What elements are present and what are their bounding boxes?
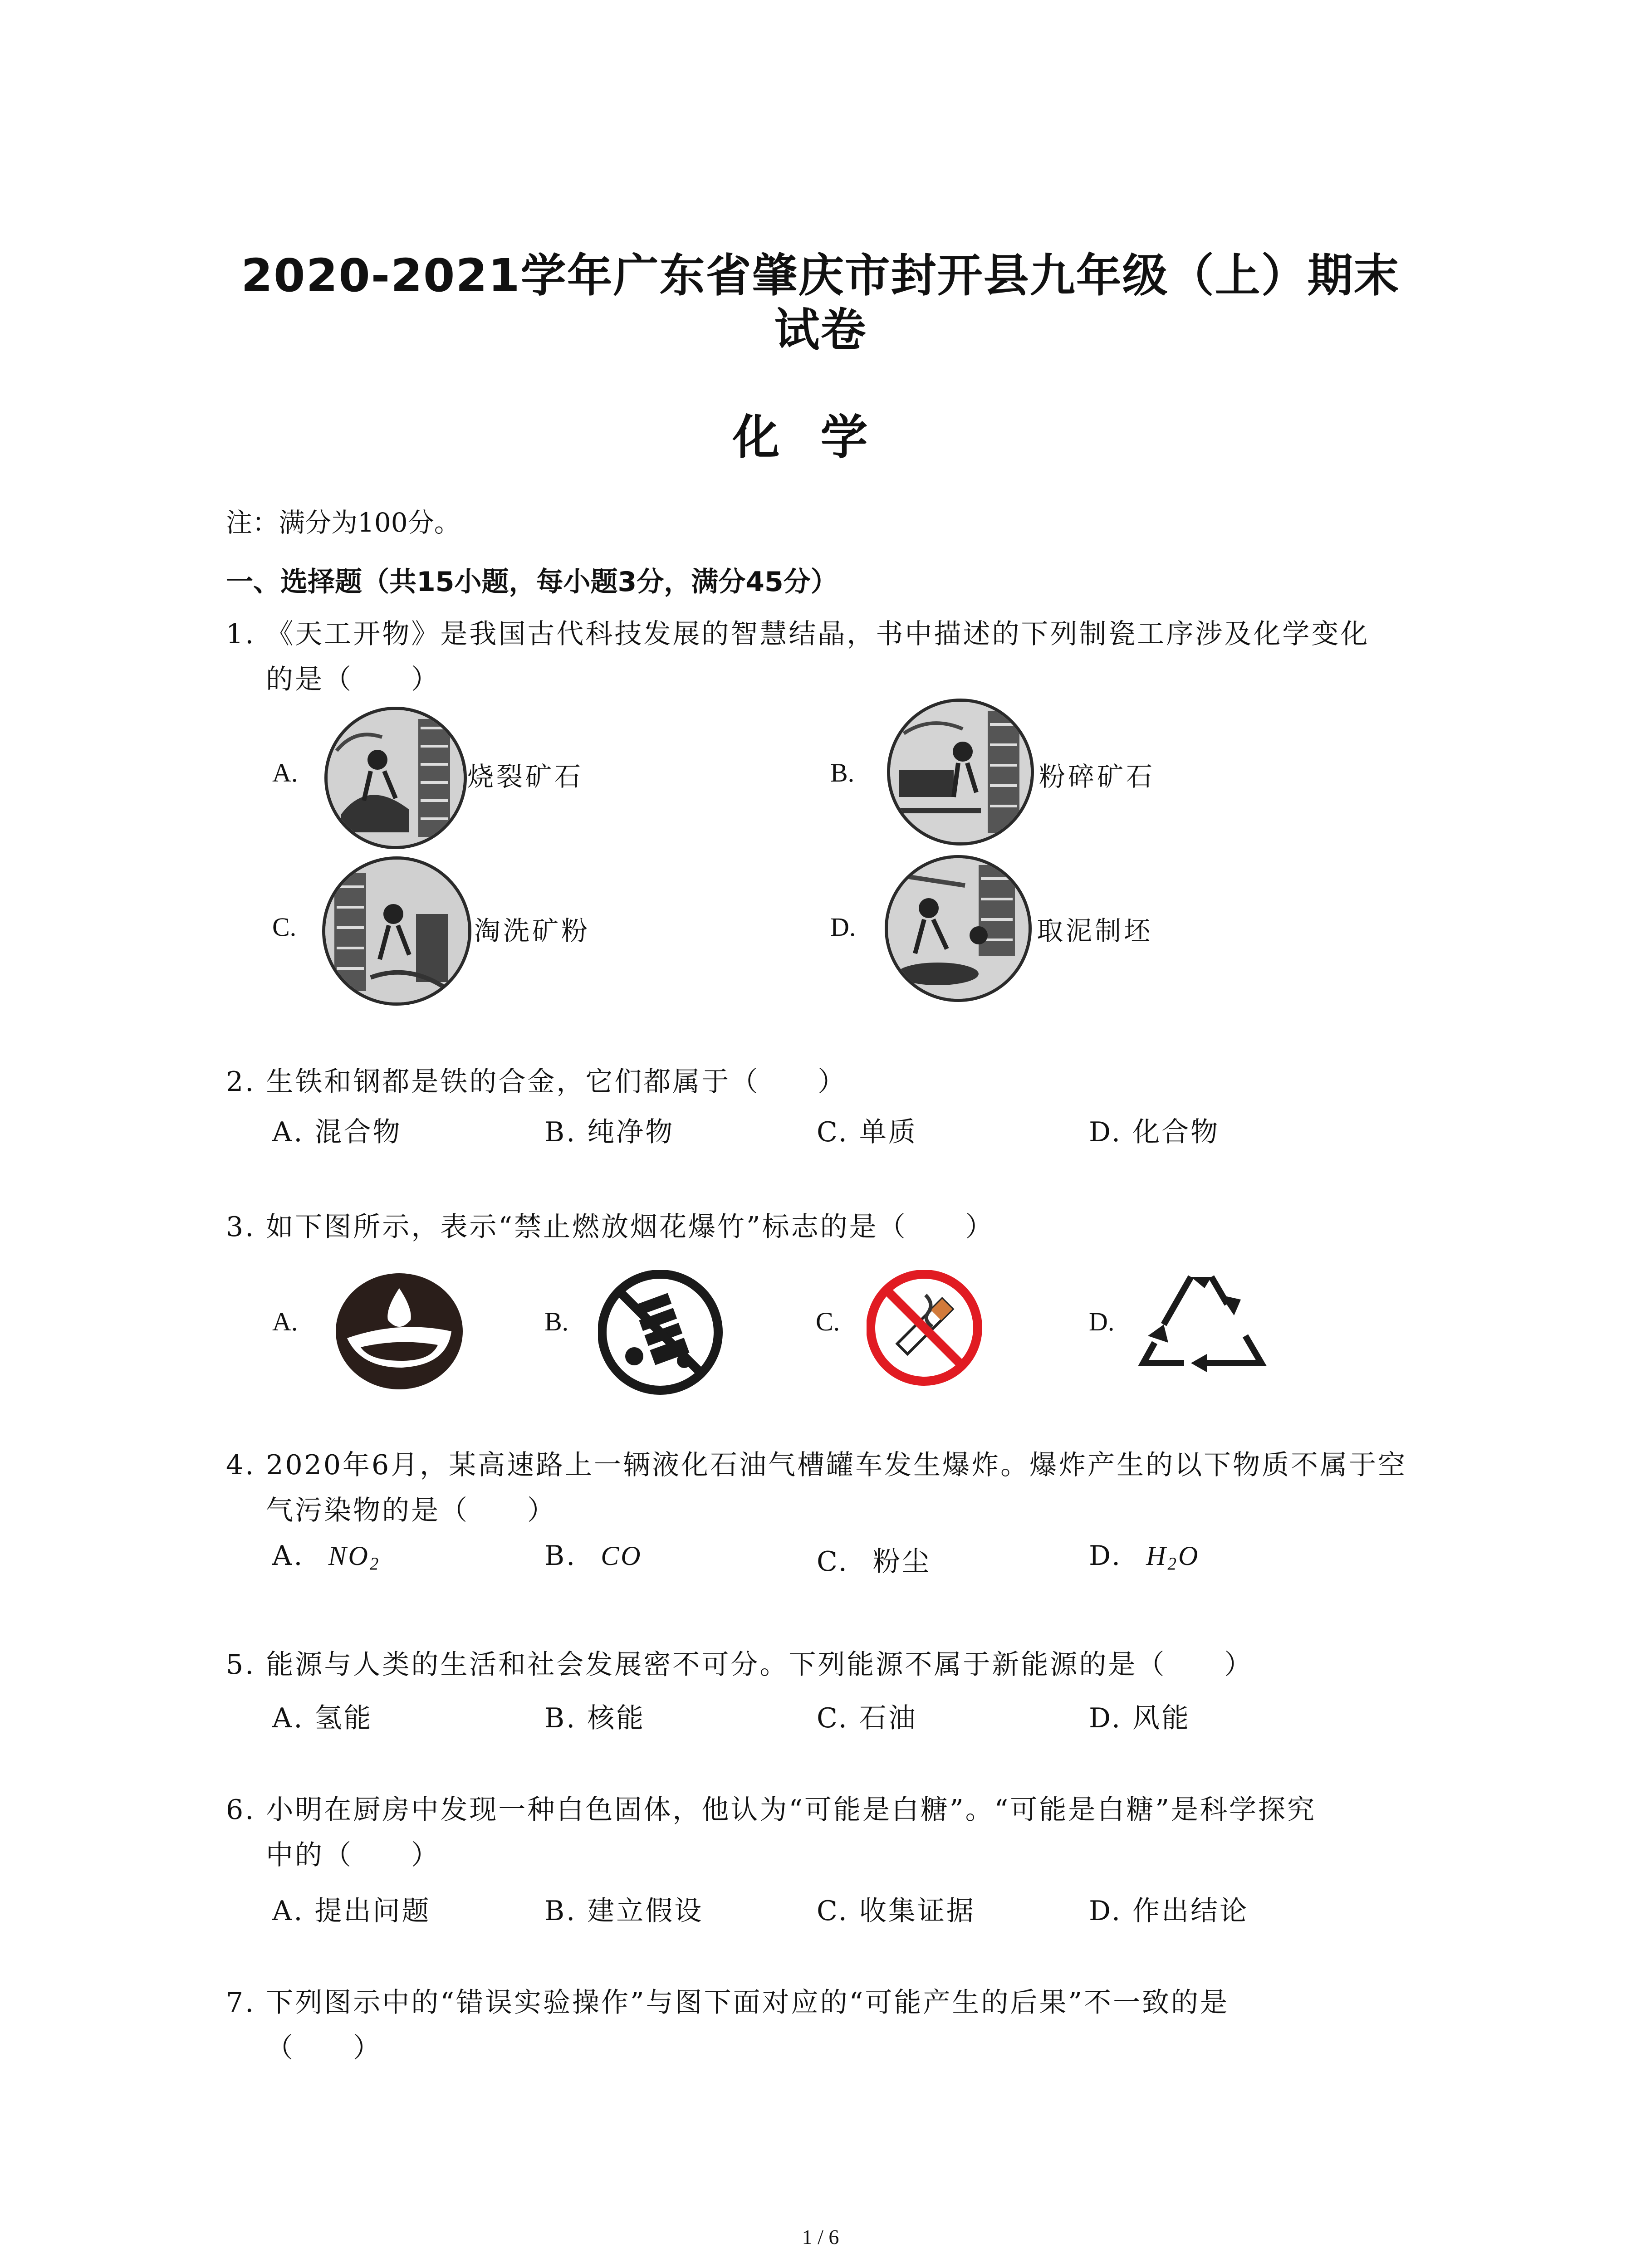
question-4-text: 4. 2020年6月，某高速路上一辆液化石油气槽罐车发生爆炸。爆炸产生的以下物质不属于空 <box>226 1449 1407 1481</box>
q1-option-b-illustration <box>887 699 1034 846</box>
q4-option-b-label: B. <box>544 1540 577 1572</box>
q1-option-d-label: D. <box>830 912 856 942</box>
q3-option-b-label: B. <box>544 1307 569 1336</box>
workshop-illustration-icon <box>888 858 1029 999</box>
q4-option-a-formula-main: NO <box>328 1541 370 1571</box>
q6-option-c: C. 收集证据 <box>817 1895 975 1927</box>
q1-option-a-caption: 烧裂矿石 <box>467 761 584 792</box>
q5-option-c: C. 石油 <box>817 1702 917 1734</box>
q1-option-b-caption: 粉碎矿石 <box>1039 761 1156 792</box>
page-title-continued: 试卷 <box>774 303 867 357</box>
q2-option-d: D. 化合物 <box>1089 1116 1220 1148</box>
q1-option-b-label: B. <box>830 758 855 787</box>
question-2-text: 2. 生铁和钢都是铁的合金，它们都属于（ ） <box>226 1066 847 1098</box>
subject-heading: 化学 <box>732 410 909 465</box>
question-1-text-cont: 的是（ ） <box>266 664 440 695</box>
q4-option-d-formula <box>1146 1541 1200 1574</box>
q5-option-d: D. 风能 <box>1089 1702 1191 1734</box>
score-note: 注：满分为100分。 <box>226 507 460 538</box>
workshop-illustration-icon <box>325 860 468 1002</box>
page-title: 2020-2021学年广东省肇庆市封开县九年级（上）期末 <box>241 249 1400 302</box>
q3-option-c-label: C. <box>816 1307 840 1336</box>
q4-option-a-formula <box>328 1541 381 1574</box>
q4-option-d <box>1089 1540 1200 1574</box>
q6-option-a: A. 提出问题 <box>272 1895 431 1927</box>
q2-option-b: B. 纯净物 <box>544 1116 675 1148</box>
q2-option-c: C. 单质 <box>817 1116 917 1148</box>
q4-option-d-label: D. <box>1089 1540 1122 1572</box>
q4-option-c <box>817 1540 931 1579</box>
question-4-text-cont: 气污染物的是（ ） <box>266 1495 556 1526</box>
page-number: 1 / 6 <box>802 2225 839 2248</box>
q1-option-a-label: A. <box>272 758 298 787</box>
workshop-illustration-icon <box>328 710 464 846</box>
q1-option-a-illustration <box>324 707 467 849</box>
question-7-text: 7. 下列图示中的“错误实验操作”与图下面对应的“可能产生的后果”不一致的是 <box>226 1987 1230 2019</box>
q4-option-c-label: C. <box>817 1546 849 1578</box>
water-saving-sign-icon <box>333 1270 465 1393</box>
q4-option-d-formula-o: O <box>1178 1541 1200 1571</box>
question-3-text: 3. 如下图所示，表示“禁止燃放烟花爆竹”标志的是（ ） <box>226 1211 994 1243</box>
q4-option-d-formula-sub: 2 <box>1167 1554 1178 1574</box>
q1-option-c-illustration <box>322 856 471 1006</box>
no-smoking-sign-icon <box>867 1270 982 1386</box>
question-7-text-cont: （ ） <box>266 2032 382 2064</box>
q3-option-d-label: D. <box>1089 1307 1115 1336</box>
question-6-text-cont: 中的（ ） <box>266 1839 440 1871</box>
question-6-text: 6. 小明在厨房中发现一种白色固体，他认为“可能是白糖”。“可能是白糖”是科学探究 <box>226 1794 1317 1826</box>
q1-option-c-label: C. <box>272 912 297 942</box>
q4-option-a-formula-sub: 2 <box>369 1554 381 1574</box>
q4-option-c-text: 粉尘 <box>872 1546 931 1578</box>
no-fireworks-sign-icon <box>598 1270 723 1395</box>
section-heading: 一、选择题（共15小题，每小题3分，满分45分） <box>226 566 838 598</box>
q6-option-b: B. 建立假设 <box>544 1895 704 1927</box>
q4-option-b-formula: CO <box>601 1541 642 1571</box>
q6-option-d: D. 作出结论 <box>1089 1895 1249 1927</box>
workshop-illustration-icon <box>890 702 1031 842</box>
q4-option-a <box>272 1540 380 1574</box>
q1-option-d-illustration <box>885 855 1032 1002</box>
question-1-text: 1. 《天工开物》是我国古代科技发展的智慧结晶，书中描述的下列制瓷工序涉及化学变化 <box>226 618 1370 650</box>
q3-option-a-label: A. <box>272 1307 298 1336</box>
q2-option-a: A. 混合物 <box>272 1116 402 1148</box>
q4-option-b <box>544 1540 642 1572</box>
q5-option-b: B. 核能 <box>544 1702 646 1734</box>
recycling-sign-icon <box>1136 1263 1268 1383</box>
q1-option-d-caption: 取泥制坯 <box>1037 915 1153 946</box>
q5-option-a: A. 氢能 <box>272 1702 373 1734</box>
q1-option-c-caption: 淘洗矿粉 <box>474 915 591 946</box>
question-5-text: 5. 能源与人类的生活和社会发展密不可分。下列能源不属于新能源的是（ ） <box>226 1649 1254 1681</box>
q4-option-d-formula-h: H <box>1146 1541 1168 1571</box>
q4-option-a-label: A. <box>272 1540 304 1572</box>
